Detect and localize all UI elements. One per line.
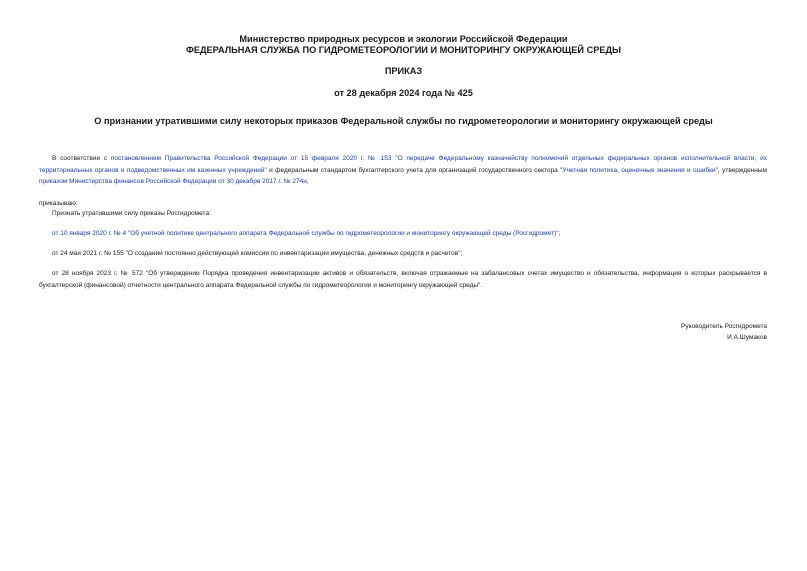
preamble-text-1: В соответствии с bbox=[52, 155, 111, 162]
service-name: ФЕДЕРАЛЬНАЯ СЛУЖБА ПО ГИДРОМЕТЕОРОЛОГИИ И МОНИТОРИНГУ ОКРУЖАЮЩЕЙ СРЕДЫ bbox=[186, 45, 621, 55]
document-type: ПРИКАЗ bbox=[384, 66, 423, 76]
signatory-position: Руководитель Росгидромета bbox=[680, 323, 767, 330]
ministry-name: Министерство природных ресурсов и экологии Российской Федерации bbox=[239, 34, 568, 44]
preamble-text-4: , bbox=[306, 178, 309, 185]
accounting-standard-link[interactable]: "Учетная политика, оценочные значения и ошибки" bbox=[560, 166, 718, 174]
order-2020-link[interactable]: от 10 января 2020 г. № 4 "Об учетной политике центрального аппарата Федеральной службы по гидрометеорологии и мониторингу окружающей среды (Росгидромет)" bbox=[52, 230, 559, 237]
item1-tail: ; bbox=[558, 230, 561, 237]
repealed-order-item-1 bbox=[52, 228, 560, 239]
order-intro: Признать утратившими силу приказы Росгидромета: bbox=[52, 210, 211, 217]
preamble-text-3: , утвержденным bbox=[717, 166, 768, 174]
order-word: приказываю: bbox=[39, 200, 78, 207]
repealed-order-item-2: от 24 мая 2021 г. № 155 "О создании постоянно действующей комиссии по инвентаризации имущества, денежных средств и расчетов"; bbox=[52, 250, 463, 257]
repealed-order-item-3: от 28 ноября 2023 г. № 572 "Об утверждении Порядка проведения инвентаризации активов и обязательств, включая отражаемые на забалансовых счетах имущество и обязательства, информация о которых раскрывается в бухгалтерской (финансовой) отчетности центрального аппарата Федеральной службы по гидрометеорологии и мониторингу окружающей среды". bbox=[39, 270, 767, 289]
document-date-number: от 28 декабря 2024 года № 425 bbox=[334, 88, 473, 98]
preamble-text-2: и федеральным стандартом бухгалтерского учета для организаций государственного сектора bbox=[266, 166, 561, 174]
government-decree-link[interactable]: постановлением Правительства Российской Федерации от 15 февраля 2020 г. № 153 "О передаче Федеральному казначейству полномочий отдельных федеральных органов исполнительной власти, их территориальных органов и подведомственных им казенных учреждений" bbox=[39, 155, 768, 174]
minfin-order-link[interactable]: приказом Министерства финансов Российской Федерации от 30 декабря 2017 г. № 274н bbox=[39, 178, 307, 185]
signatory-name: И.А.Шумаков bbox=[727, 334, 767, 341]
document-title: О признании утратившими силу некоторых приказов Федеральной службы по гидрометеорологии и мониторингу окружающей среды bbox=[94, 116, 713, 126]
preamble-paragraph bbox=[39, 153, 767, 188]
